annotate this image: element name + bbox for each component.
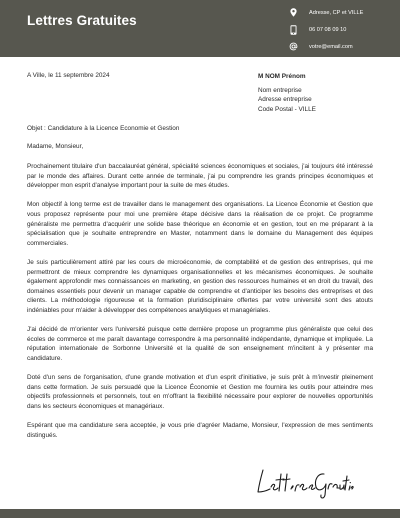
contact-address	[287, 4, 397, 21]
contact-address-text: Adresse, CP et VILLE	[309, 9, 364, 16]
body-paragraph: Mon objectif à long terme est de travailler dans le management des organisations. La Licence Économie et Gestion que vous proposez représente pour moi une première étape décisive dans la réalisation de ce projet. Ce programme généraliste me permettra d'acquérir une solide base théorique en économie et en gestion, tout en me préparant à la spécialisation que je souhaite entreprendre en Master, notamment dans le domaine du Management des équipes commerciales.	[27, 201, 373, 247]
letter-salutation: Madame, Monsieur,	[27, 143, 84, 150]
body-paragraph: Espérant que ma candidature sera acceptée, je vous prie d'agréer Madame, Monsieur, l'expression de mes sentiments distingués.	[27, 422, 373, 439]
handwritten-signature	[254, 462, 354, 505]
contact-email	[287, 38, 397, 55]
brand-title: Lettres Gratuites	[27, 13, 137, 28]
at-sign-icon	[287, 42, 299, 51]
contact-phone-text: 06 07 08 09 10	[309, 26, 347, 33]
body-paragraph: Doté d'un sens de l'organisation, d'une grande motivation et d'un esprit d'initiative, je suis prêt à m'investir pleinement dans cette formation. Je suis persuadé que la Licence Économie et Gestion me fournira les outils pour atteindre mes objectifs professionnels et personnels, tout en m'offrant la flexibilité nécessaire pour explorer de nouvelles opportunités dans les secteurs économiques et managériaux.	[27, 374, 373, 410]
footer-bar	[0, 509, 400, 518]
body-paragraph: Je suis particulièrement attiré par les cours de microéconomie, de comptabilité et de gestion des entreprises, qui me permettront de mieux comprendre les dynamiques organisationnelles et les mécanismes économiques. Je souhaite également approfondir mes connaissances en marketing, en gestion des ressources humaines et en droit du travail, des domaines essentiels pour devenir un manager capable de comprendre et d'anticiper les besoins des entreprises et des clients. La méthodologie rigoureuse et la formation pluridisciplinaire offertes par votre université sont des atouts indéniables pour m'aider à développer des compétences analytiques et managériales.	[27, 258, 373, 314]
letter-date: A Ville, le 11 septembre 2024	[27, 72, 110, 79]
recipient-address: Adresse entreprise	[258, 96, 312, 104]
recipient-city: Code Postal - VILLE	[258, 105, 316, 113]
recipient-block	[258, 72, 316, 114]
letter-object: Objet : Candidature à la Licence Economie et Gestion	[27, 125, 180, 132]
contact-block	[287, 4, 397, 55]
body-paragraph: Prochainement titulaire d'un baccalauréat général, spécialité sciences économiques et sociales, j'ai toujours été intéressé par le monde des affaires. Durant cette année de terminale, j'ai pu comprendre les grands principes économiques et développer mon esprit d'analyse important pour la suite de mes études.	[27, 163, 373, 190]
header-bar	[0, 0, 400, 57]
recipient-name: M NOM Prénom	[258, 73, 306, 80]
letter-body	[27, 162, 373, 450]
contact-phone	[287, 21, 397, 38]
location-pin-icon	[287, 8, 299, 17]
body-paragraph: J'ai décidé de m'orienter vers l'université puisque cette dernière propose un programme plus généraliste que celui des écoles de commerce et me paraît davantage correspondre à ma personnalité indépendante, dynamique et impliquée. La réputation internationale de Sorbonne Université et la qualité de son enseignement m'incitent à y présenter ma candidature.	[27, 326, 373, 362]
recipient-company: Nom entreprise	[258, 86, 302, 94]
contact-email-text: votre@email.com	[309, 43, 353, 50]
phone-icon	[287, 25, 299, 35]
